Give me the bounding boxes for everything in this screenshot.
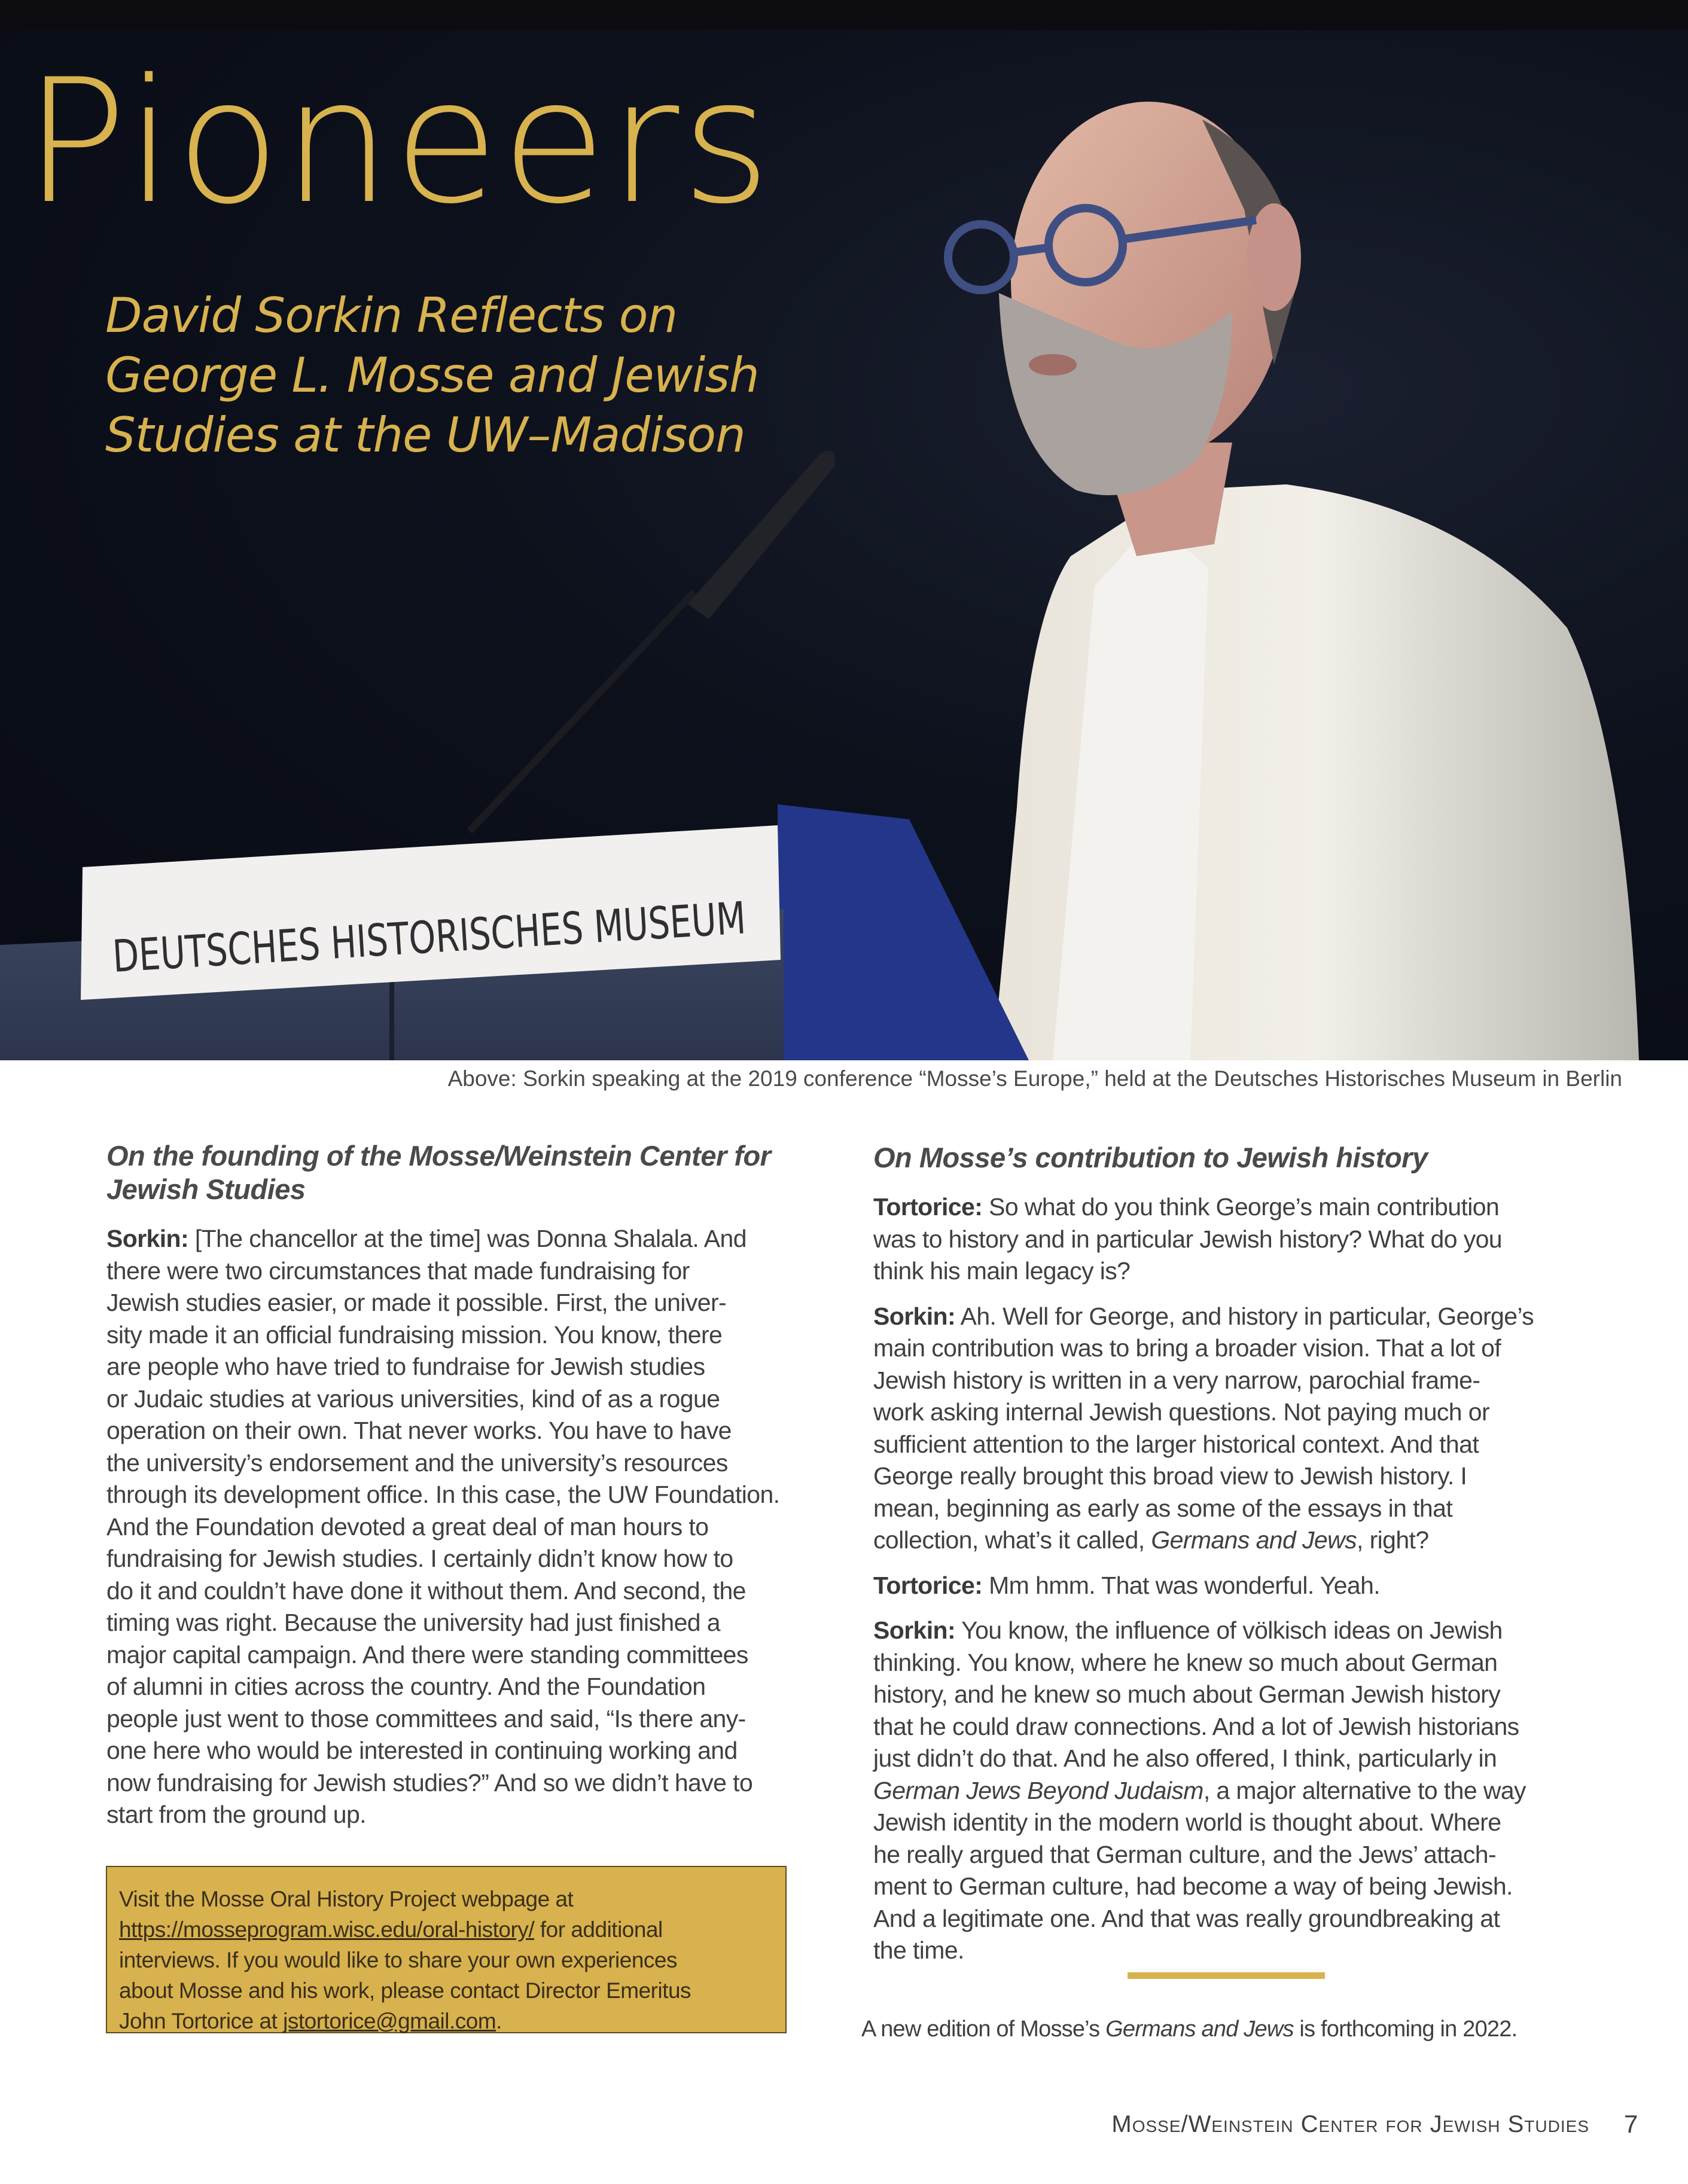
text-line: Jewish history is written in a very narrow, parochial frame- — [873, 1366, 1480, 1394]
text-line: George really brought this broad view to Jewish history. I — [873, 1462, 1467, 1490]
text-line: fundraising for Jewish studies. I certainly didn’t know how to — [106, 1545, 733, 1572]
subtitle-line: Studies at the UW–Madison — [105, 407, 745, 463]
photo-caption: Above: Sorkin speaking at the 2019 conference “Mosse’s Europe,” held at the Deutsches Historisches Museum in Berlin — [447, 1066, 1622, 1091]
text-line: major capital campaign. And there were standing committees — [106, 1640, 748, 1668]
interview-paragraph: Tortorice: Mm hmm. That was wonderful. Yeah. — [873, 1571, 1381, 1599]
text-line: now fundraising for Jewish studies?” And so we didn’t have to — [106, 1768, 753, 1796]
oral-history-callout: Visit the Mosse Oral History Project webpage at https://mosseprogram.wisc.edu/oral-history/ for additional interviews. If you would like to share your own experiences about Mosse and his work, please contact Director Emeritus John Tortorice at jstortorice@gmail.com. — [106, 1866, 787, 2033]
text-line: one here who would be interested in continuing working and — [106, 1737, 738, 1764]
text-line: And the Foundation devoted a great deal of man hours to — [106, 1512, 709, 1541]
interview-paragraph: Sorkin: [The chancellor at the time] was Donna Shalala. And there were two circumstances that made fundraising for Jewish studies easier, or made it possible. First, the univer- sity made it an official fundraising mission. You know, there are people who have tried to fundraise for Jewish studies or Judaic studies at various universities, kind of as a rogue operation on their own. That never works. You have to have the university’s endorsement and the university’s resources through its development office. In this case, the UW Foundation. And the Foundation devoted a great deal of man hours to fundraising for Jewish studies. I certainly didn’t know how to do it and couldn’t have done it without them. And second, the timing was right. Because the university had just finished a major capital campaign. And there were standing committees of alumni in cities across the country. And the Foundation people just went to those committees and said, “Is there any- one here who would be interested in continuing working and now fundraising for Jewish studies?” And so we didn’t have to start from the ground up. — [106, 1223, 824, 1831]
text-line: ment to German culture, had become a way of being Jewish. — [873, 1872, 1513, 1900]
speaker-label: Tortorice: — [873, 1571, 983, 1599]
page-number: 7 — [1624, 2110, 1638, 2138]
text-line: Jewish identity in the modern world is thought about. Where — [873, 1808, 1501, 1836]
text-line: sufficient attention to the larger historical context. And that — [873, 1430, 1479, 1458]
text-line: mean, beginning as early as some of the essays in that — [873, 1494, 1453, 1522]
interview-paragraph: Sorkin: Ah. Well for George, and history in particular, George’s main contribution was to bring a broader vision. That a lot of Jewish history is written in a very narrow, parochial frame- work asking internal Jewish questions. Not paying much or sufficient attention to the larger historical context. And that George really brought this broad view to Jewish history. I mean, beginning as early as some of the essays in that collection, what’s it called, Germans and Jews, right? — [873, 1301, 1603, 1557]
text-line: start from the ground up. — [106, 1801, 366, 1828]
speaker-label: Sorkin: — [873, 1302, 956, 1330]
page-title: Pioneers — [24, 43, 773, 242]
page-subtitle — [105, 286, 823, 465]
book-title: Germans and Jews — [1105, 2017, 1294, 2042]
text-line: sity made it an official fundraising mission. You know, there — [106, 1320, 723, 1349]
speaker-label: Tortorice: — [873, 1193, 983, 1221]
right-column — [873, 1141, 1603, 1980]
contact-email-link[interactable]: jstortorice@gmail.com — [283, 2009, 496, 2033]
section-heading-contribution: On Mosse’s contribution to Jewish history — [873, 1142, 1428, 1173]
text-line: of alumni in cities across the country. And the Foundation — [106, 1673, 706, 1700]
text-line: main contribution was to bring a broader vision. That a lot of — [873, 1334, 1501, 1362]
divider-rule — [1128, 1972, 1325, 1979]
subtitle-line: David Sorkin Reflects on — [105, 288, 678, 343]
text-line: or Judaic studies at various universities, kind of as a rogue — [106, 1384, 720, 1413]
speaker-label: Sorkin: — [106, 1225, 189, 1252]
book-title: German Jews Beyond Judaism — [873, 1776, 1203, 1804]
text-line: through its development office. In this case, the UW Foundation. — [106, 1481, 780, 1508]
top-bar — [0, 0, 1688, 30]
text-line: operation on their own. That never works. You have to have — [106, 1417, 732, 1444]
text-line: do it and couldn’t have done it without them. And second, the — [106, 1576, 746, 1605]
text-line: thinking. You know, where he knew so much about German — [873, 1648, 1498, 1676]
interview-paragraph: Tortorice: So what do you think George’s main contribution was to history and in particular Jewish history? What do you think his main legacy is? — [873, 1191, 1603, 1288]
text-line: the university’s endorsement and the university’s resources — [106, 1448, 728, 1477]
oral-history-link[interactable]: https://mosseprogram.wisc.edu/oral-history/ — [119, 1917, 535, 1942]
text-line: And a legitimate one. And that was really groundbreaking at — [873, 1904, 1500, 1932]
section-heading-founding: On the founding of the Mosse/Weinstein Center for Jewish Studies — [106, 1140, 771, 1205]
text-line: history, and he knew so much about German Jewish history — [873, 1680, 1501, 1708]
subtitle-line: George L. Mosse and Jewish — [105, 347, 759, 403]
text-line: was to history and in particular Jewish history? What do you — [873, 1225, 1503, 1253]
text-line: think his main legacy is? — [873, 1257, 1131, 1285]
text-line: people just went to those committees and said, “Is there any- — [106, 1704, 746, 1732]
text-line: are people who have tried to fundraise for Jewish studies — [106, 1353, 705, 1380]
footer-publication: Mosse/Weinstein Center for Jewish Studies — [1111, 2111, 1589, 2137]
text-line: German Jews Beyond Judaism, a major alternative to the way — [873, 1776, 1526, 1804]
text-line: collection, what’s it called, Germans and Jews, right? — [873, 1526, 1429, 1554]
text-line: timing was right. Because the university had just finished a — [106, 1609, 720, 1636]
text-line: the time. — [873, 1936, 964, 1964]
interview-paragraph: Sorkin: You know, the influence of völkisch ideas on Jewish thinking. You know, where he knew so much about German history, and he knew so much about German Jewish history that he could draw connections. And a lot of Jewish historians just didn’t do that. And he also offered, I think, particularly in German Jews Beyond Judaism, a major alternative to the way Jewish identity in the modern world is thought about. Where he really argued that German culture, and the Jews’ attach- ment to German culture, had become a way of being Jewish. And a legitimate one. And that was really groundbreaking at the time. — [873, 1615, 1603, 1967]
forthcoming-note: A new edition of Mosse’s Germans and Jews is forthcoming in 2022. — [861, 2017, 1518, 2042]
text-line: Jewish studies easier, or made it possible. First, the univer- — [106, 1289, 727, 1316]
podium-blue-side — [778, 804, 1029, 1060]
text-line: he really argued that German culture, and the Jews’ attach- — [873, 1840, 1497, 1868]
placard-text: DEUTSCHES HISTORISCHES MUSEUM — [111, 881, 937, 983]
book-title: Germans and Jews — [1151, 1526, 1357, 1554]
text-line: there were two circumstances that made fundraising for — [106, 1256, 690, 1285]
microphone-head — [688, 450, 835, 619]
left-column — [106, 1139, 824, 1844]
speaker-label: Sorkin: — [873, 1616, 956, 1644]
text-line: work asking internal Jewish questions. Not paying much or — [873, 1398, 1490, 1426]
text-line: that he could draw connections. And a lot of Jewish historians — [873, 1712, 1519, 1740]
microphone-stem — [470, 592, 694, 831]
text-line: just didn’t do that. And he also offered, I think, particularly in — [873, 1744, 1497, 1772]
